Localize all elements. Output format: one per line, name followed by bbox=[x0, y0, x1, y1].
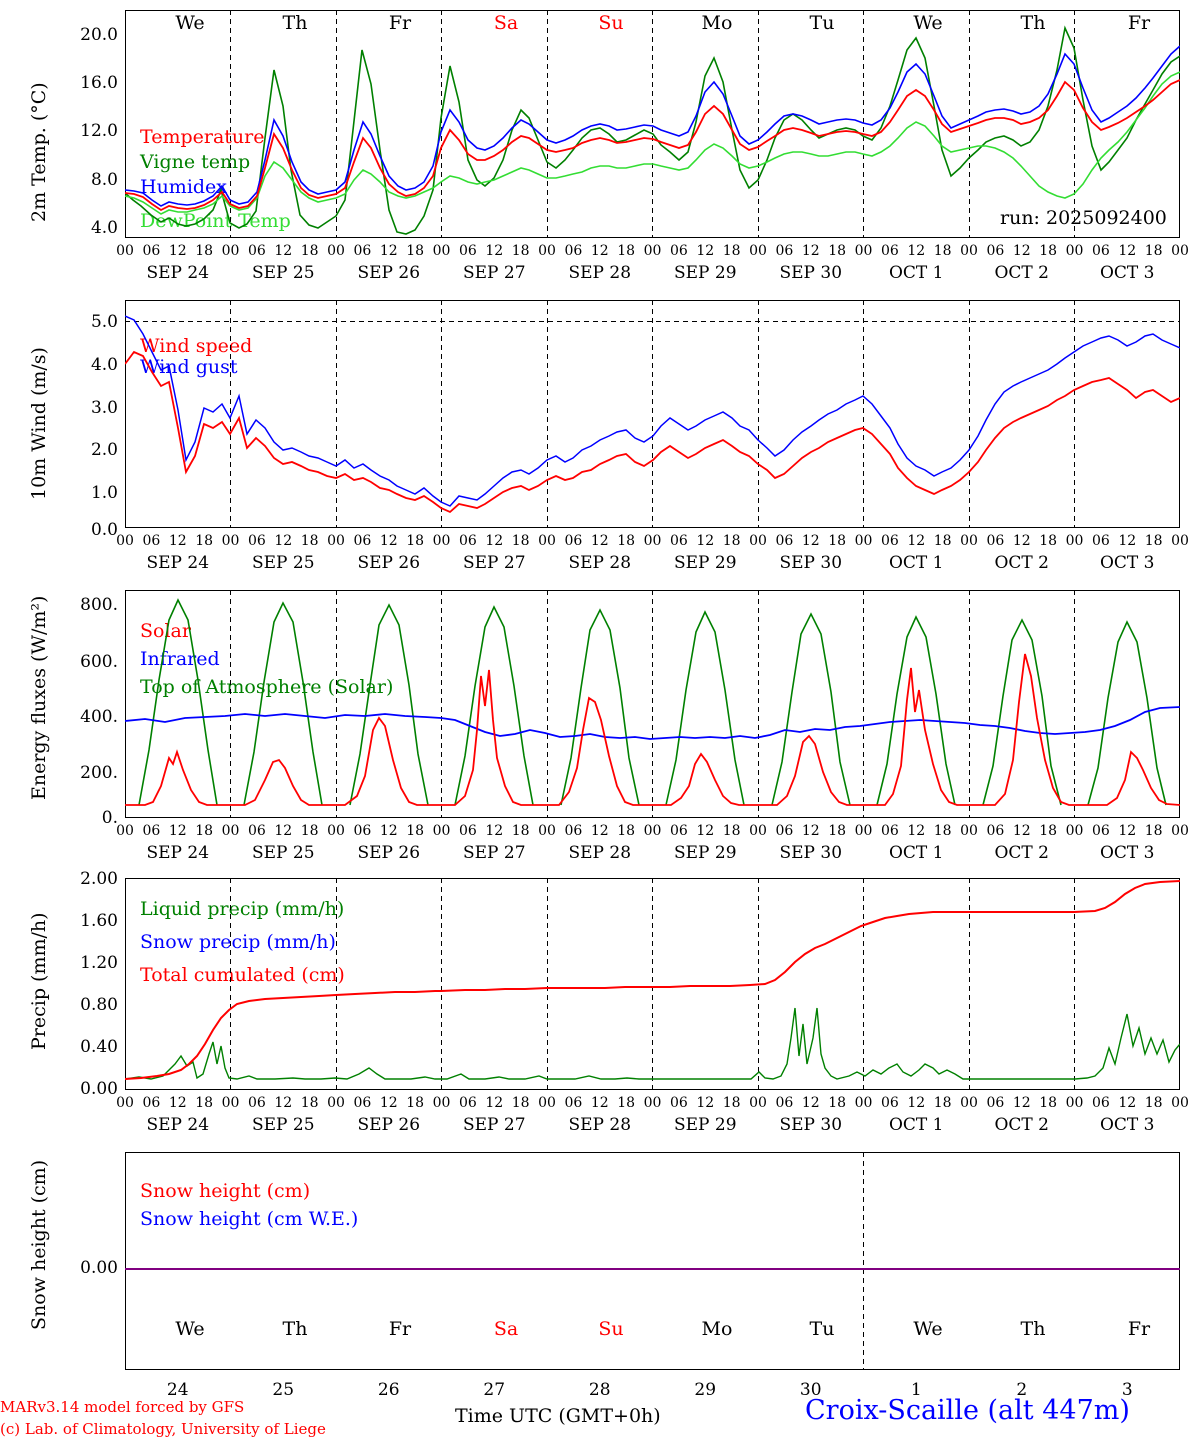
date-label: SEP 27 bbox=[462, 843, 526, 863]
day-number-label: 25 bbox=[272, 1380, 295, 1400]
hour-tick: 00 bbox=[1171, 243, 1189, 259]
hour-tick: 12 bbox=[696, 533, 715, 549]
hour-tick: 00 bbox=[116, 1095, 134, 1111]
hour-tick: 00 bbox=[221, 243, 240, 259]
dow-th-1: Th bbox=[282, 12, 308, 34]
energy-series-plot bbox=[125, 590, 1180, 818]
hour-tick: 12 bbox=[907, 243, 926, 259]
day-number-label: 30 bbox=[799, 1380, 822, 1400]
hour-tick: 18 bbox=[1039, 533, 1058, 549]
hour-tick: 12 bbox=[485, 823, 504, 839]
hour-tick: 00 bbox=[1065, 1095, 1084, 1111]
hour-tick: 18 bbox=[933, 243, 952, 259]
hour-tick: 18 bbox=[933, 533, 952, 549]
energy-y-tick-600: 600. bbox=[80, 652, 118, 672]
hour-tick: 00 bbox=[643, 1095, 662, 1111]
precip-y-axis-label: Precip (mm/h) bbox=[28, 912, 50, 1050]
hour-tick: 06 bbox=[775, 243, 794, 259]
hour-tick: 18 bbox=[722, 533, 741, 549]
precip-y-tick-000: 0.00 bbox=[80, 1079, 118, 1099]
hour-tick: 12 bbox=[907, 533, 926, 549]
dow2-fr-1: Fr bbox=[388, 1318, 412, 1340]
hour-tick: 00 bbox=[327, 533, 345, 549]
hour-tick: 06 bbox=[986, 823, 1005, 839]
wind-y-tick-1: 1.0 bbox=[90, 483, 118, 503]
hour-tick: 00 bbox=[749, 533, 767, 549]
dow2-th-1: Th bbox=[282, 1318, 308, 1340]
dow-mo-1: Mo bbox=[701, 12, 733, 34]
hour-tick: 18 bbox=[1039, 243, 1058, 259]
hour-tick: 12 bbox=[379, 243, 398, 259]
hour-tick: 12 bbox=[168, 823, 187, 839]
hour-tick: 12 bbox=[485, 243, 504, 259]
wind-y-axis-label: 10m Wind (m/s) bbox=[28, 347, 50, 500]
hour-tick: 00 bbox=[221, 533, 240, 549]
hour-tick: 12 bbox=[801, 533, 820, 549]
hour-tick: 18 bbox=[722, 243, 741, 259]
date-label: SEP 26 bbox=[357, 263, 421, 283]
hour-tick: 00 bbox=[960, 823, 978, 839]
hour-tick: 00 bbox=[643, 823, 662, 839]
hour-tick: 18 bbox=[1039, 823, 1058, 839]
date-label: SEP 29 bbox=[673, 263, 737, 283]
hour-tick: 18 bbox=[828, 1095, 847, 1111]
hour-tick: 06 bbox=[142, 823, 161, 839]
hour-tick: 18 bbox=[511, 533, 530, 549]
hour-tick: 12 bbox=[1012, 243, 1031, 259]
hour-tick: 18 bbox=[617, 533, 636, 549]
hour-tick: 12 bbox=[168, 1095, 187, 1111]
hour-tick: 18 bbox=[617, 823, 636, 839]
date-label: OCT 3 bbox=[1099, 263, 1155, 283]
date-label: SEP 30 bbox=[779, 843, 843, 863]
date-label: OCT 1 bbox=[888, 553, 944, 573]
legend-snow-height-we: Snow height (cm W.E.) bbox=[140, 1208, 359, 1230]
hour-tick: 18 bbox=[1144, 533, 1163, 549]
date-label: SEP 28 bbox=[568, 553, 632, 573]
legend-wind-speed: Wind speed bbox=[140, 335, 253, 357]
legend-solar: Solar bbox=[140, 620, 191, 642]
date-label: SEP 24 bbox=[146, 843, 210, 863]
hour-tick: 06 bbox=[1091, 243, 1110, 259]
hour-tick: 00 bbox=[643, 243, 662, 259]
hour-tick: 06 bbox=[247, 823, 266, 839]
hour-tick: 18 bbox=[1144, 1095, 1163, 1111]
hour-tick: 12 bbox=[485, 1095, 504, 1111]
legend-infrared: Infrared bbox=[140, 648, 220, 670]
hour-tick: 18 bbox=[1144, 823, 1163, 839]
hour-tick: 12 bbox=[801, 243, 820, 259]
hour-tick: 06 bbox=[880, 823, 899, 839]
hour-tick: 00 bbox=[1171, 533, 1189, 549]
x-axis-title: Time UTC (GMT+0h) bbox=[455, 1405, 661, 1427]
hour-tick: 06 bbox=[775, 533, 794, 549]
day-number-label: 3 bbox=[1121, 1380, 1133, 1400]
hour-tick: 18 bbox=[828, 243, 847, 259]
legend-snow-precip: Snow precip (mm/h) bbox=[140, 931, 336, 953]
date-label: OCT 3 bbox=[1099, 553, 1155, 573]
hour-tick: 00 bbox=[960, 243, 978, 259]
date-label: OCT 1 bbox=[888, 1115, 944, 1135]
hour-tick: 12 bbox=[274, 533, 293, 549]
hour-tick: 18 bbox=[300, 533, 319, 549]
day-number-label: 1 bbox=[910, 1380, 922, 1400]
energy-y-tick-0: 0. bbox=[101, 808, 118, 828]
date-label: SEP 24 bbox=[146, 263, 210, 283]
hour-tick: 00 bbox=[960, 533, 978, 549]
hour-tick: 18 bbox=[1039, 1095, 1058, 1111]
hour-tick: 18 bbox=[195, 533, 214, 549]
temperature-y-axis-label: 2m Temp. (°C) bbox=[28, 82, 50, 222]
hour-tick: 06 bbox=[669, 533, 688, 549]
y-tick-12: 12.0 bbox=[80, 121, 118, 141]
date-label: SEP 24 bbox=[146, 1115, 210, 1135]
energy-y-axis-label: Energy fluxes (W/m²) bbox=[28, 595, 50, 800]
hour-tick: 12 bbox=[168, 533, 187, 549]
hour-tick: 00 bbox=[432, 533, 451, 549]
hour-tick: 06 bbox=[247, 533, 266, 549]
precip-y-tick-200: 2.00 bbox=[80, 869, 118, 889]
dow-we-2: We bbox=[913, 12, 943, 34]
day-number-label: 28 bbox=[588, 1380, 611, 1400]
date-label: SEP 28 bbox=[568, 1115, 632, 1135]
date-label: OCT 3 bbox=[1099, 1115, 1155, 1135]
date-label: SEP 28 bbox=[568, 263, 632, 283]
snow-y-tick-0: 0.00 bbox=[80, 1258, 118, 1278]
hour-tick: 00 bbox=[116, 823, 134, 839]
hour-tick: 18 bbox=[406, 533, 425, 549]
hour-tick: 12 bbox=[1118, 823, 1137, 839]
hour-tick: 06 bbox=[986, 1095, 1005, 1111]
date-label: SEP 27 bbox=[462, 263, 526, 283]
dow2-tu-1: Tu bbox=[809, 1318, 835, 1340]
hour-tick: 06 bbox=[458, 823, 477, 839]
hour-tick: 00 bbox=[1065, 533, 1084, 549]
hour-tick: 00 bbox=[1171, 823, 1189, 839]
dow-tu-1: Tu bbox=[809, 12, 835, 34]
hour-tick: 12 bbox=[907, 1095, 926, 1111]
date-label: SEP 30 bbox=[779, 553, 843, 573]
date-label: SEP 29 bbox=[673, 553, 737, 573]
dow2-th-2: Th bbox=[1020, 1318, 1046, 1340]
hour-tick: 00 bbox=[1171, 1095, 1189, 1111]
hour-tick: 06 bbox=[775, 823, 794, 839]
precip-y-tick-040: 0.40 bbox=[80, 1037, 118, 1057]
hour-tick: 18 bbox=[617, 1095, 636, 1111]
date-label: SEP 27 bbox=[462, 553, 526, 573]
hour-tick: 12 bbox=[1012, 823, 1031, 839]
hour-tick: 12 bbox=[1118, 243, 1137, 259]
hour-tick: 00 bbox=[854, 533, 873, 549]
hour-tick: 12 bbox=[696, 243, 715, 259]
day-number-label: 2 bbox=[1016, 1380, 1028, 1400]
footer-copyright-line: (c) Lab. of Climatology, University of Liege bbox=[0, 1420, 326, 1438]
date-label: SEP 25 bbox=[251, 843, 315, 863]
date-label: SEP 30 bbox=[779, 1115, 843, 1135]
hour-tick: 12 bbox=[274, 243, 293, 259]
hour-tick: 06 bbox=[458, 1095, 477, 1111]
hour-tick: 06 bbox=[986, 533, 1005, 549]
precip-y-tick-160: 1.60 bbox=[80, 911, 118, 931]
date-label: SEP 26 bbox=[357, 1115, 421, 1135]
hour-tick: 18 bbox=[300, 1095, 319, 1111]
legend-total-cumul: Total cumulated (cm) bbox=[140, 964, 345, 986]
wind-y-tick-5: 5.0 bbox=[90, 312, 118, 332]
precip-y-tick-080: 0.80 bbox=[80, 995, 118, 1015]
legend-wind-gust: Wind gust bbox=[140, 356, 238, 378]
hour-tick: 12 bbox=[274, 1095, 293, 1111]
hour-tick: 06 bbox=[669, 1095, 688, 1111]
hour-tick: 12 bbox=[801, 823, 820, 839]
hour-tick: 06 bbox=[247, 243, 266, 259]
hour-tick: 00 bbox=[1065, 823, 1084, 839]
dow-fr-2: Fr bbox=[1127, 12, 1151, 34]
hour-tick: 06 bbox=[564, 533, 583, 549]
hour-tick: 06 bbox=[986, 243, 1005, 259]
hour-tick: 00 bbox=[960, 1095, 978, 1111]
day-number-label: 27 bbox=[483, 1380, 506, 1400]
hour-tick: 00 bbox=[327, 243, 345, 259]
hour-tick: 12 bbox=[379, 823, 398, 839]
hour-tick: 18 bbox=[828, 533, 847, 549]
footer-model-line: MARv3.14 model forced by GFS bbox=[0, 1398, 245, 1416]
hour-tick: 12 bbox=[379, 1095, 398, 1111]
day-number-label: 29 bbox=[694, 1380, 717, 1400]
wind-y-tick-3: 3.0 bbox=[90, 398, 118, 418]
date-label: SEP 26 bbox=[357, 553, 421, 573]
hour-tick: 06 bbox=[458, 533, 477, 549]
dow2-fr-2: Fr bbox=[1127, 1318, 1151, 1340]
legend-snow-height: Snow height (cm) bbox=[140, 1180, 311, 1202]
hour-tick: 18 bbox=[195, 243, 214, 259]
date-label: SEP 27 bbox=[462, 1115, 526, 1135]
hour-tick: 12 bbox=[1118, 1095, 1137, 1111]
wind-series-plot bbox=[125, 300, 1180, 528]
hour-tick: 06 bbox=[142, 243, 161, 259]
hour-tick: 18 bbox=[300, 823, 319, 839]
hour-tick: 12 bbox=[590, 823, 609, 839]
dow2-we-1: We bbox=[175, 1318, 205, 1340]
hour-tick: 00 bbox=[432, 1095, 451, 1111]
station-name: Croix-Scaille (alt 447m) bbox=[805, 1395, 1130, 1426]
date-label: OCT 1 bbox=[888, 263, 944, 283]
hour-tick: 00 bbox=[538, 1095, 556, 1111]
date-label: OCT 1 bbox=[888, 843, 944, 863]
hour-tick: 12 bbox=[485, 533, 504, 549]
hour-tick: 00 bbox=[749, 243, 767, 259]
hour-tick: 00 bbox=[538, 823, 556, 839]
hour-tick: 18 bbox=[511, 1095, 530, 1111]
date-label: SEP 24 bbox=[146, 553, 210, 573]
hour-tick: 00 bbox=[221, 823, 240, 839]
hour-tick: 18 bbox=[1144, 243, 1163, 259]
hour-tick: 06 bbox=[353, 823, 372, 839]
day-number-label: 26 bbox=[377, 1380, 400, 1400]
hour-tick: 00 bbox=[643, 533, 662, 549]
hour-tick: 12 bbox=[168, 243, 187, 259]
date-label: SEP 28 bbox=[568, 843, 632, 863]
hour-tick: 18 bbox=[617, 243, 636, 259]
hour-tick: 12 bbox=[696, 1095, 715, 1111]
hour-tick: 06 bbox=[1091, 533, 1110, 549]
hour-tick: 06 bbox=[142, 1095, 161, 1111]
energy-y-tick-200: 200. bbox=[80, 763, 118, 783]
dow-sa-1: Sa bbox=[493, 12, 519, 34]
hour-tick: 00 bbox=[1065, 243, 1084, 259]
legend-temperature: Temperature bbox=[140, 126, 265, 148]
hour-tick: 12 bbox=[379, 533, 398, 549]
hour-tick: 18 bbox=[406, 1095, 425, 1111]
hour-tick: 18 bbox=[195, 823, 214, 839]
y-tick-20: 20.0 bbox=[80, 25, 118, 45]
dow-fr-1: Fr bbox=[388, 12, 412, 34]
hour-tick: 18 bbox=[933, 1095, 952, 1111]
date-label: OCT 2 bbox=[994, 553, 1049, 573]
hour-tick: 00 bbox=[854, 1095, 873, 1111]
hour-tick: 18 bbox=[828, 823, 847, 839]
hour-tick: 06 bbox=[142, 533, 161, 549]
hour-tick: 18 bbox=[406, 823, 425, 839]
hour-tick: 06 bbox=[880, 243, 899, 259]
day-number-label: 24 bbox=[166, 1380, 189, 1400]
hour-tick: 06 bbox=[564, 243, 583, 259]
hour-tick: 12 bbox=[801, 1095, 820, 1111]
legend-toa: Top of Atmosphere (Solar) bbox=[140, 676, 394, 698]
wind-y-tick-0: 0.0 bbox=[90, 520, 118, 540]
dow2-we-2: We bbox=[913, 1318, 943, 1340]
temperature-series-plot bbox=[125, 10, 1180, 238]
hour-tick: 00 bbox=[116, 533, 134, 549]
hour-tick: 00 bbox=[432, 823, 451, 839]
run-label: run: 2025092400 bbox=[1000, 207, 1167, 229]
hour-tick: 18 bbox=[722, 823, 741, 839]
y-tick-4: 4.0 bbox=[90, 218, 118, 238]
hour-tick: 12 bbox=[274, 823, 293, 839]
hour-tick: 00 bbox=[221, 1095, 240, 1111]
hour-tick: 06 bbox=[880, 533, 899, 549]
y-tick-8: 8.0 bbox=[90, 170, 118, 190]
date-label: SEP 25 bbox=[251, 1115, 315, 1135]
wind-y-tick-2: 2.0 bbox=[90, 440, 118, 460]
hour-tick: 00 bbox=[327, 1095, 345, 1111]
dow2-su-1: Su bbox=[598, 1318, 624, 1340]
precip-series-plot bbox=[125, 878, 1180, 1090]
date-label: OCT 2 bbox=[994, 843, 1049, 863]
hour-tick: 12 bbox=[1012, 1095, 1031, 1111]
hour-tick: 00 bbox=[432, 243, 451, 259]
snow-y-axis-label: Snow height (cm) bbox=[28, 1159, 50, 1330]
hour-tick: 00 bbox=[749, 1095, 767, 1111]
energy-y-tick-400: 400. bbox=[80, 707, 118, 727]
hour-tick: 18 bbox=[933, 823, 952, 839]
dow2-mo-1: Mo bbox=[701, 1318, 733, 1340]
date-label: OCT 3 bbox=[1099, 843, 1155, 863]
wind-y-tick-4: 4.0 bbox=[90, 355, 118, 375]
hour-tick: 00 bbox=[854, 823, 873, 839]
legend-humidex: Humidex bbox=[140, 176, 228, 198]
hour-tick: 00 bbox=[116, 243, 134, 259]
energy-y-tick-800: 800. bbox=[80, 595, 118, 615]
precip-y-tick-120: 1.20 bbox=[80, 953, 118, 973]
legend-liquid-precip: Liquid precip (mm/h) bbox=[140, 898, 345, 920]
date-label: OCT 2 bbox=[994, 1115, 1049, 1135]
hour-tick: 18 bbox=[300, 243, 319, 259]
hour-tick: 06 bbox=[353, 243, 372, 259]
hour-tick: 12 bbox=[590, 1095, 609, 1111]
y-tick-16: 16.0 bbox=[80, 73, 118, 93]
legend-dewpoint: DewPoint Temp bbox=[140, 210, 291, 232]
hour-tick: 00 bbox=[538, 533, 556, 549]
hour-tick: 06 bbox=[247, 1095, 266, 1111]
dow-th-2: Th bbox=[1020, 12, 1046, 34]
hour-tick: 18 bbox=[195, 1095, 214, 1111]
date-label: SEP 30 bbox=[779, 263, 843, 283]
hour-tick: 06 bbox=[775, 1095, 794, 1111]
date-label: OCT 2 bbox=[994, 263, 1049, 283]
dow-su-1: Su bbox=[598, 12, 624, 34]
legend-vigne-temp: Vigne temp bbox=[140, 151, 251, 173]
hour-tick: 12 bbox=[907, 823, 926, 839]
hour-tick: 12 bbox=[590, 243, 609, 259]
date-label: SEP 29 bbox=[673, 843, 737, 863]
date-label: SEP 26 bbox=[357, 843, 421, 863]
hour-tick: 06 bbox=[1091, 1095, 1110, 1111]
hour-tick: 00 bbox=[749, 823, 767, 839]
hour-tick: 06 bbox=[353, 1095, 372, 1111]
hour-tick: 12 bbox=[1012, 533, 1031, 549]
dow2-sa-1: Sa bbox=[493, 1318, 519, 1340]
hour-tick: 18 bbox=[406, 243, 425, 259]
date-label: SEP 29 bbox=[673, 1115, 737, 1135]
hour-tick: 06 bbox=[669, 823, 688, 839]
hour-tick: 00 bbox=[538, 243, 556, 259]
dow-we-1: We bbox=[175, 12, 205, 34]
hour-tick: 06 bbox=[669, 243, 688, 259]
hour-tick: 18 bbox=[511, 823, 530, 839]
hour-tick: 12 bbox=[590, 533, 609, 549]
hour-tick: 06 bbox=[564, 1095, 583, 1111]
hour-tick: 06 bbox=[564, 823, 583, 839]
hour-tick: 18 bbox=[511, 243, 530, 259]
hour-tick: 06 bbox=[1091, 823, 1110, 839]
hour-tick: 06 bbox=[353, 533, 372, 549]
date-label: SEP 25 bbox=[251, 263, 315, 283]
hour-tick: 06 bbox=[880, 1095, 899, 1111]
hour-tick: 00 bbox=[854, 243, 873, 259]
hour-tick: 00 bbox=[327, 823, 345, 839]
hour-tick: 18 bbox=[722, 1095, 741, 1111]
date-label: SEP 25 bbox=[251, 553, 315, 573]
hour-tick: 12 bbox=[1118, 533, 1137, 549]
hour-tick: 12 bbox=[696, 823, 715, 839]
hour-tick: 06 bbox=[458, 243, 477, 259]
